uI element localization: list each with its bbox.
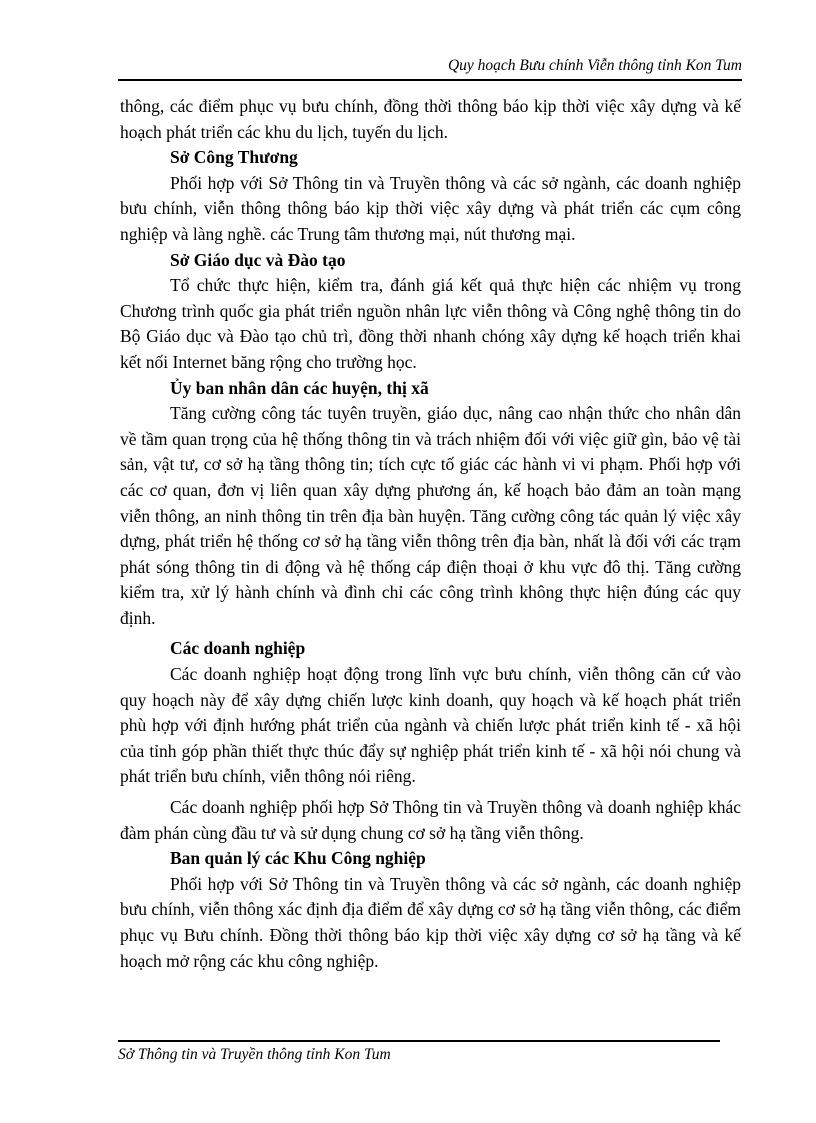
document-body — [120, 94, 741, 974]
paragraph-so-cong-thuong: Phối hợp với Sở Thông tin và Truyền thông và các sở ngành, các doanh nghiệp bưu chính, viễn thông thông báo kịp thời việc xây dựng và phát triển các cụm công nghiệp và làng nghề. các Trung tâm thương mại, nút thương mại. — [120, 172, 741, 244]
paragraph-so-giao-duc: Tổ chức thực hiện, kiểm tra, đánh giá kết quả thực hiện các nhiệm vụ trong Chương trình quốc gia phát triển nguồn nhân lực viễn thông và Công nghệ thông tin do Bộ Giáo dục và Đào tạo chủ trì, đồng thời nhanh chóng xây dựng kế hoạch triển khai kết nối Internet băng rộng cho trường học. — [120, 275, 741, 372]
header-rule — [118, 79, 742, 81]
section-heading-doanh-nghiep: Các doanh nghiệp — [170, 638, 306, 659]
section-heading-ban-quan-ly: Ban quản lý các Khu Công nghiệp — [170, 848, 426, 869]
paragraph-doanh-nghiep-1: Các doanh nghiệp hoạt động trong lĩnh vực bưu chính, viễn thông căn cứ vào quy hoạch này để xây dựng chiến lược kinh doanh, quy hoạch và kế hoạch phát triển phù hợp với định hướng phát triển của ngành và chiến lược phát triển kinh tế - xã hội của tỉnh góp phần thiết thực thúc đẩy sự nghiệp phát triển kinh tế - xã hội nói chung và phát triển bưu chính, viễn thông nói riêng. — [120, 664, 741, 787]
footer-rule — [118, 1040, 720, 1042]
running-footer: Sở Thông tin và Truyền thông tỉnh Kon Tum — [118, 1046, 391, 1063]
paragraph-doanh-nghiep-2: Các doanh nghiệp phối hợp Sở Thông tin và Truyền thông và doanh nghiệp khác đàm phán cùng đầu tư và sử dụng chung cơ sở hạ tầng viễn thông. — [120, 797, 741, 843]
section-heading-so-giao-duc: Sở Giáo dục và Đào tạo — [170, 249, 346, 270]
paragraph-ban-quan-ly: Phối hợp với Sở Thông tin và Truyền thông và các sở ngành, các doanh nghiệp bưu chính, viễn thông xác định địa điểm để xây dựng cơ sở hạ tầng viễn thông, các điểm phục vụ Bưu chính. Đồng thời thông báo kịp thời việc xây dựng cơ sở hạ tầng và kế hoạch mở rộng các khu công nghiệp. — [120, 873, 741, 971]
section-heading-so-cong-thuong: Sở Công Thương — [170, 147, 298, 168]
paragraph-continuation: thông, các điểm phục vụ bưu chính, đồng thời thông báo kịp thời việc xây dựng và kế hoạch phát triển các khu du lịch, tuyến du lịch. — [120, 96, 741, 142]
section-heading-ubnd: Ủy ban nhân dân các huyện, thị xã — [170, 377, 429, 398]
running-header: Quy hoạch Bưu chính Viễn thông tỉnh Kon Tum — [447, 57, 742, 74]
paragraph-ubnd: Tăng cường công tác tuyên truyền, giáo dục, nâng cao nhận thức cho nhân dân về tầm quan trọng của hệ thống thông tin và trách nhiệm đối với việc giữ gìn, bảo vệ tài sản, vật tư, cơ sở hạ tầng thông tin; tích cực tố giác các hành vi vi phạm. Phối hợp với các cơ quan, đơn vị liên quan xây dựng phương án, kế hoạch bảo đảm an toàn mạng viễn thông, an ninh thông tin trên địa bàn huyện. Tăng cường công tác quản lý việc xây dựng, phát triển hệ thống cơ sở hạ tầng viễn thông trên địa bàn, nhất là đối với các trạm phát sóng thông tin di động và hệ thống cáp điện thoại ở khu vực đô thị. Tăng cường kiểm tra, xử lý hành chính và đình chỉ các công trình không thực hiện đúng các quy định. — [120, 403, 741, 628]
